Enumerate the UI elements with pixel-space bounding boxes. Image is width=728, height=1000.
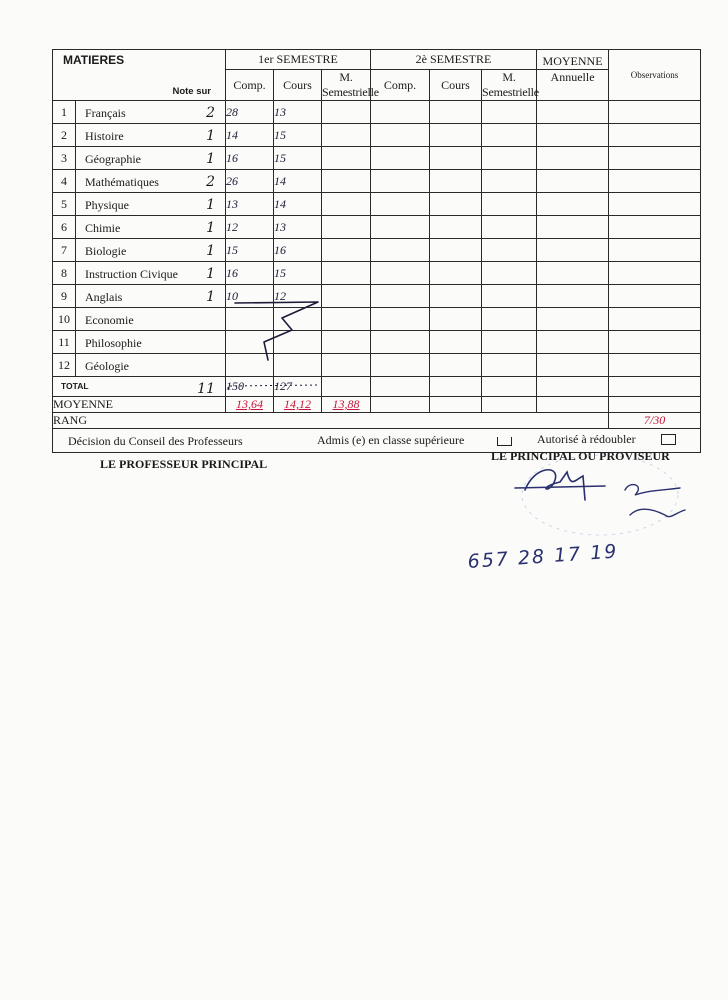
redoubler-label: Autorisé à rédoubler <box>537 432 636 446</box>
s2-comp-value <box>371 216 430 239</box>
principal-signature <box>505 460 705 540</box>
s1-comp-header: Comp. <box>226 70 274 101</box>
s1-comp-value: 13 <box>226 193 274 216</box>
s2-cours-value <box>430 239 482 262</box>
subject-name: Philosophie <box>85 336 142 350</box>
observation-value <box>609 170 701 193</box>
row-number: 8 <box>53 262 76 285</box>
s2-cours-value <box>430 354 482 377</box>
table-row <box>53 331 701 354</box>
subject-cell <box>76 331 226 354</box>
s1-cours-header: Cours <box>274 70 322 101</box>
subject-name: Instruction Civique <box>85 267 178 281</box>
s1-msem-value <box>322 193 371 216</box>
s2-cours-header: Cours <box>430 70 482 101</box>
s1-msem-value <box>322 147 371 170</box>
signature-stroke <box>515 470 605 500</box>
s2-cours-value <box>430 216 482 239</box>
s2-cours-value <box>430 124 482 147</box>
annuelle-value <box>537 331 609 354</box>
row-number: 4 <box>53 170 76 193</box>
coefficient: 1 <box>206 243 215 259</box>
annuelle-value <box>537 308 609 331</box>
subject-name: Histoire <box>85 129 124 143</box>
s2-comp-value <box>371 147 430 170</box>
table-row <box>53 147 701 170</box>
subject-cell <box>76 354 226 377</box>
s1-comp-value: 12 <box>226 216 274 239</box>
s1-msem-value <box>322 262 371 285</box>
s2-comp-value <box>371 354 430 377</box>
s1-cours-value: 14 <box>274 193 322 216</box>
s1-comp-value: 16 <box>226 147 274 170</box>
subject-name: Géographie <box>85 152 141 166</box>
observations-header: Observations <box>609 50 701 101</box>
coefficient: 2 <box>206 174 215 190</box>
annuelle-value <box>537 216 609 239</box>
s1-msem-value <box>322 101 371 124</box>
s2-comp-value <box>371 262 430 285</box>
s1-msem-value <box>322 124 371 147</box>
s1-comp-value: 10 <box>226 285 274 308</box>
s2-cours-value <box>430 262 482 285</box>
s1-comp-value <box>226 354 274 377</box>
subject-name: Mathématiques <box>85 175 159 189</box>
s1-cours-value: 13 <box>274 216 322 239</box>
total-coefficient: 11 <box>197 381 215 397</box>
rang-value: 7/30 <box>609 413 701 429</box>
table-row <box>53 124 701 147</box>
s1-cours-value: 16 <box>274 239 322 262</box>
annuelle-value <box>537 124 609 147</box>
s1-cours-value: 12 <box>274 285 322 308</box>
rang-label: RANG <box>53 413 609 429</box>
annuelle-value <box>537 170 609 193</box>
matieres-header <box>53 50 226 101</box>
subject-cell <box>76 101 226 124</box>
subject-cell <box>76 216 226 239</box>
s1-comp-value: 15 <box>226 239 274 262</box>
s2-msem-value <box>482 101 537 124</box>
annuelle-header: Annuelle <box>537 70 609 101</box>
s2-cours-value <box>430 101 482 124</box>
table-row <box>53 170 701 193</box>
s1-comp-value <box>226 331 274 354</box>
observation-value <box>609 308 701 331</box>
coefficient: 1 <box>206 220 215 236</box>
subject-name: Anglais <box>85 290 123 304</box>
s2-cours-value <box>430 308 482 331</box>
s2-msem-header: M. Semestrielle <box>482 70 539 99</box>
table-row <box>53 216 701 239</box>
subject-cell <box>76 193 226 216</box>
subject-cell <box>76 262 226 285</box>
s2-comp-value <box>371 285 430 308</box>
s1-msem-header: M. Semestrielle <box>322 70 379 99</box>
subject-cell <box>76 308 226 331</box>
annuelle-value <box>537 101 609 124</box>
table-row <box>53 354 701 377</box>
observation-value <box>609 354 701 377</box>
s1-msem-value <box>322 354 371 377</box>
total-cell <box>53 377 226 397</box>
admis-checkbox[interactable] <box>497 437 512 446</box>
s1-cours-value: 15 <box>274 124 322 147</box>
total-label: TOTAL <box>61 381 89 391</box>
subject-name: Physique <box>85 198 130 212</box>
moyenne-comp-value: 13,64 <box>226 397 274 413</box>
subject-cell <box>76 170 226 193</box>
row-number: 10 <box>53 308 76 331</box>
observation-value <box>609 101 701 124</box>
row-number: 12 <box>53 354 76 377</box>
professeur-principal-label: LE PROFESSEUR PRINCIPAL <box>100 457 268 471</box>
s2-cours-value <box>430 170 482 193</box>
s1-comp-value: 28 <box>226 101 274 124</box>
observation-value <box>609 147 701 170</box>
observation-value <box>609 193 701 216</box>
redoubler-checkbox[interactable] <box>661 434 676 445</box>
s2-msem-value <box>482 124 537 147</box>
s1-cours-value: 13 <box>274 101 322 124</box>
s2-comp-value <box>371 193 430 216</box>
s2-comp-value <box>371 239 430 262</box>
admis-label: Admis (e) en classe supérieure <box>317 433 465 447</box>
phone-number: 657 28 17 19 <box>467 540 620 573</box>
table-row <box>53 285 701 308</box>
s1-cours-value <box>274 354 322 377</box>
coefficient: 1 <box>206 128 215 144</box>
subject-cell <box>76 147 226 170</box>
coefficient: 1 <box>206 289 215 305</box>
annuelle-value <box>537 193 609 216</box>
observation-value <box>609 331 701 354</box>
row-number: 3 <box>53 147 76 170</box>
s1-msem-value <box>322 170 371 193</box>
note-sur-title: Note sur <box>172 86 211 97</box>
observation-value <box>609 239 701 262</box>
s2-msem-value <box>482 170 537 193</box>
subject-cell <box>76 239 226 262</box>
subject-name: Economie <box>85 313 134 327</box>
row-number: 11 <box>53 331 76 354</box>
s2-comp-value <box>371 101 430 124</box>
coefficient: 1 <box>206 266 215 282</box>
moyenne-label: MOYENNE <box>53 397 226 413</box>
table-row <box>53 308 701 331</box>
s2-comp-header: Comp. <box>371 70 430 101</box>
s1-cours-value: 14 <box>274 170 322 193</box>
s2-msem-value <box>482 354 537 377</box>
s1-comp-value <box>226 308 274 331</box>
subject-name: Biologie <box>85 244 127 258</box>
s2-msem-value <box>482 193 537 216</box>
s2-msem-value <box>482 147 537 170</box>
s1-cours-value: 15 <box>274 147 322 170</box>
s1-msem-value <box>322 285 371 308</box>
table-row <box>53 101 701 124</box>
s2-cours-value <box>430 193 482 216</box>
moyenne-row <box>53 397 701 413</box>
annuelle-value <box>537 147 609 170</box>
observation-value <box>609 285 701 308</box>
s2-msem-value <box>482 308 537 331</box>
observation-value <box>609 216 701 239</box>
observation-value <box>609 124 701 147</box>
s2-msem-value <box>482 239 537 262</box>
decision-label: Décision du Conseil des Professeurs <box>68 434 243 448</box>
signature-name-stroke <box>625 485 685 517</box>
principal-proviseur-label: LE PRINCIPAL OU PROVISEUR <box>491 449 670 463</box>
coefficient: 1 <box>206 151 215 167</box>
s1-comp-value: 14 <box>226 124 274 147</box>
coefficient: 2 <box>206 105 215 121</box>
s2-msem-value <box>482 331 537 354</box>
s2-cours-value <box>430 147 482 170</box>
annuelle-value <box>537 262 609 285</box>
s2-comp-value <box>371 331 430 354</box>
moyenne-cours-value: 14,12 <box>274 397 322 413</box>
moyenne-header: MOYENNE <box>537 50 609 70</box>
s2-comp-value <box>371 308 430 331</box>
row-number: 6 <box>53 216 76 239</box>
subject-name: Géologie <box>85 359 129 373</box>
s2-comp-value <box>371 124 430 147</box>
s1-msem-value <box>322 308 371 331</box>
coefficient: 1 <box>206 197 215 213</box>
total-row <box>53 377 701 397</box>
annuelle-value <box>537 239 609 262</box>
subject-cell <box>76 124 226 147</box>
subject-name: Chimie <box>85 221 121 235</box>
total-cours-value: 127 <box>274 377 322 397</box>
s1-msem-value <box>322 239 371 262</box>
table-row <box>53 262 701 285</box>
s2-msem-value <box>482 262 537 285</box>
annuelle-value <box>537 285 609 308</box>
s2-comp-value <box>371 170 430 193</box>
grades-table <box>52 49 701 453</box>
rang-row <box>53 413 701 429</box>
s1-msem-value <box>322 216 371 239</box>
row-number: 9 <box>53 285 76 308</box>
matieres-title: MATIERES <box>63 53 125 67</box>
semestre2-header: 2è SEMESTRE <box>371 50 537 70</box>
s2-cours-value <box>430 285 482 308</box>
s2-msem-value <box>482 285 537 308</box>
semestre1-header: 1er SEMESTRE <box>226 50 371 70</box>
s2-msem-value <box>482 216 537 239</box>
s1-msem-value <box>322 331 371 354</box>
annuelle-value <box>537 354 609 377</box>
subject-name: Français <box>85 106 126 120</box>
s2-cours-value <box>430 331 482 354</box>
observation-value <box>609 262 701 285</box>
s1-cours-value <box>274 331 322 354</box>
total-comp-value: 150 <box>226 377 274 397</box>
stamp-outline <box>522 455 678 535</box>
moyenne-msem-value: 13,88 <box>322 397 371 413</box>
s1-comp-value: 26 <box>226 170 274 193</box>
table-row <box>53 193 701 216</box>
s1-cours-value <box>274 308 322 331</box>
row-number: 2 <box>53 124 76 147</box>
subject-cell <box>76 285 226 308</box>
row-number: 7 <box>53 239 76 262</box>
row-number: 5 <box>53 193 76 216</box>
table-row <box>53 239 701 262</box>
s1-cours-value: 15 <box>274 262 322 285</box>
row-number: 1 <box>53 101 76 124</box>
s1-comp-value: 16 <box>226 262 274 285</box>
